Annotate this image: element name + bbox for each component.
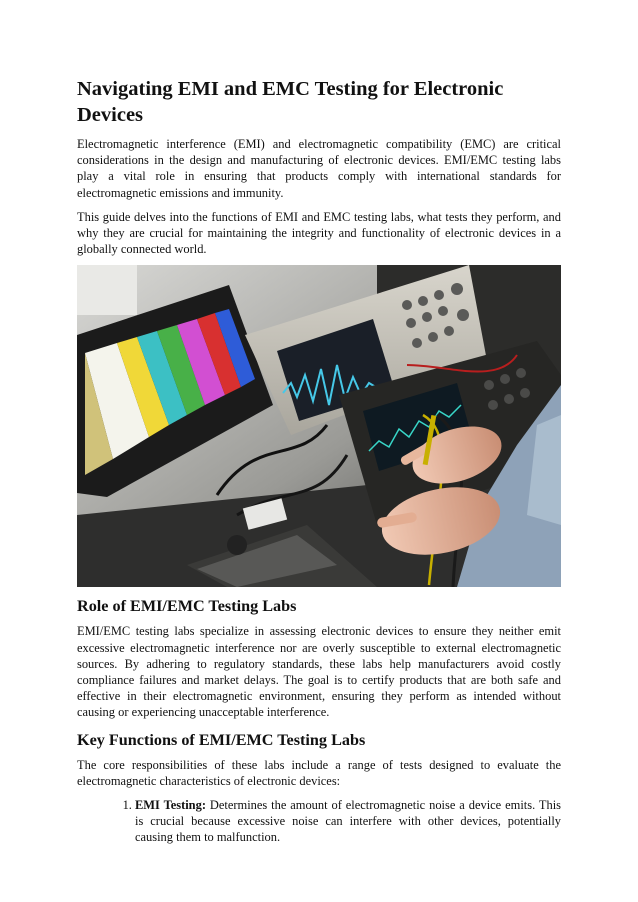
list-item xyxy=(135,797,561,846)
list-item-text: Determines the amount of electromagnetic noise a device emits. This is crucial because excessive noise can interfere with other devices, potentially causing them to malfunction. xyxy=(135,798,561,845)
section-heading-role: Role of EMI/EMC Testing Labs xyxy=(77,597,297,616)
document-title: Navigating EMI and EMC Testing for Electronic Devices xyxy=(77,78,504,126)
section-paragraph-role: EMI/EMC testing labs specialize in assessing electronic devices to ensure they neither emit excessive electromagnetic interference nor are overly susceptible to external electromagnetic sources. By adhering to regulatory standards, these labs help manufacturers avoid costly compliance failures and market delays. The goal is to certify products that are both safe and effective in their electromagnetic environment, ensuring they perform as intended without causing or experiencing unacceptable interference. xyxy=(77,624,561,720)
intro-paragraph-2: This guide delves into the functions of EMI and EMC testing labs, what tests they perform, and why they are crucial for maintaining the integrity and functionality of electronic devices in a globally connected world. xyxy=(77,209,561,257)
section-heading-functions: Key Functions of EMI/EMC Testing Labs xyxy=(77,730,366,749)
intro-paragraph-1: Electromagnetic interference (EMI) and electromagnetic compatibility (EMC) are critical considerations in the design and manufacturing of electronic devices. EMI/EMC testing labs play a vital role in ensuring that products comply with international standards for electromagnetic emissions and immunity. xyxy=(77,137,561,200)
lab-equipment-photo xyxy=(77,265,561,587)
list-item-term: EMI Testing: xyxy=(135,798,206,813)
functions-list xyxy=(77,797,561,846)
section-paragraph-functions: The core responsibilities of these labs include a range of tests designed to evaluate the electromagnetic characteristics of electronic devices: xyxy=(77,757,561,788)
